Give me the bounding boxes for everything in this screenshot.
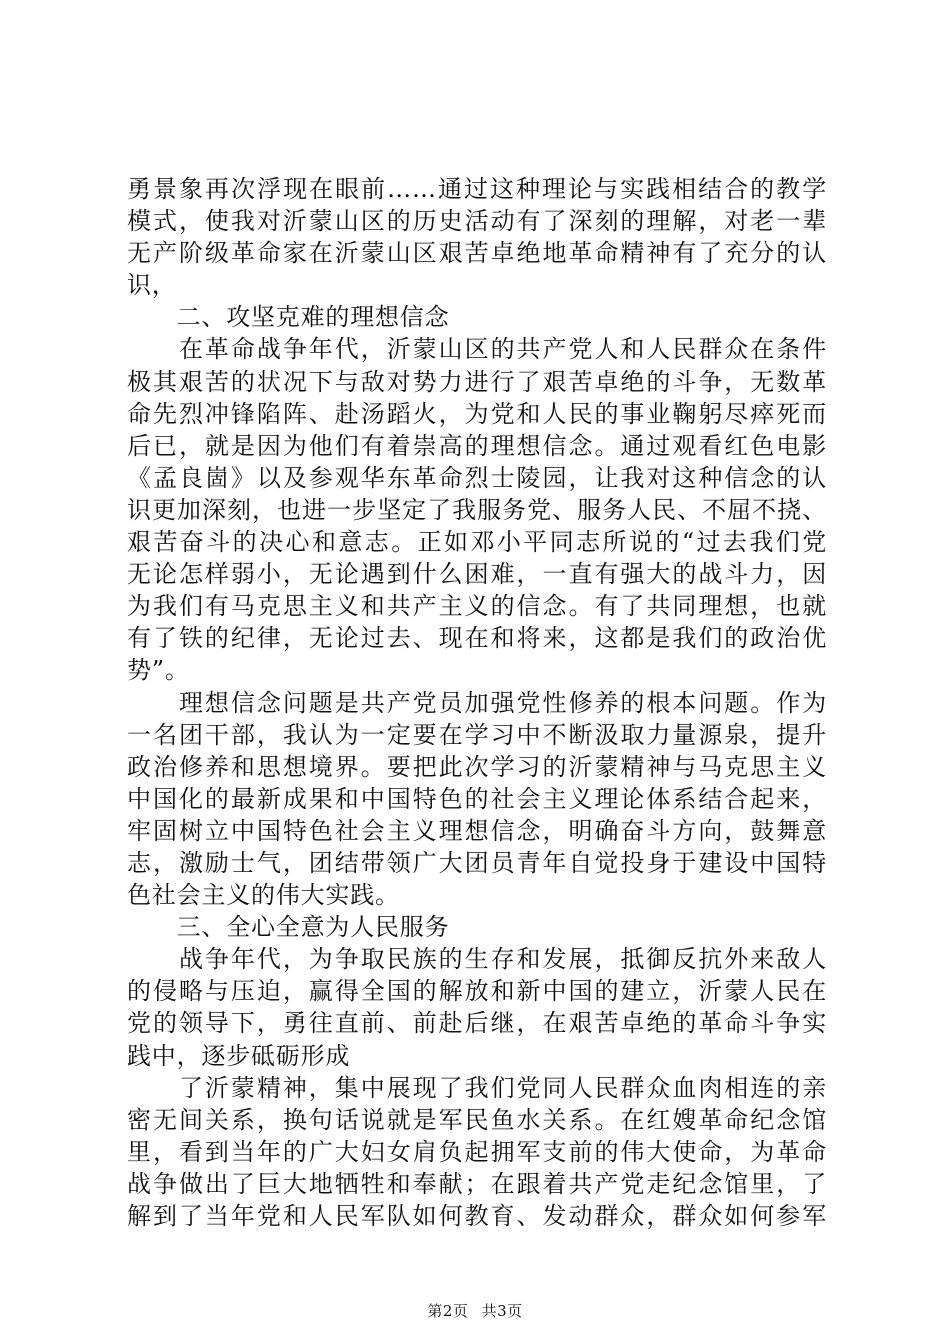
text-line: 志，激励士气，团结带领广大团员青年自觉投身于建设中国特: [127, 848, 827, 877]
text-line: 识，: [127, 271, 177, 300]
text-line: 了沂蒙精神，集中展现了我们党同人民群众血肉相连的亲: [127, 1073, 827, 1102]
text-line: 践中，逐步砥砺形成: [127, 1041, 351, 1070]
text-line: 里，看到当年的广大妇女肩负起拥军支前的伟大使命，为革命: [127, 1137, 827, 1166]
page-total: 共3页: [481, 1302, 523, 1320]
text-line: 《孟良崮》以及参观华东革命烈士陵园，让我对这种信念的认: [127, 463, 827, 492]
text-line: 无产阶级革命家在沂蒙山区艰苦卓绝地革命精神有了充分的认: [127, 239, 827, 268]
text-line: 战争做出了巨大地牺牲和奉献；在跟着共产党走纪念馆里，了: [127, 1169, 827, 1198]
text-line: 无论怎样弱小，无论遇到什么困难，一直有强大的战斗力，因: [127, 560, 827, 589]
text-line: 的侵略与压迫，赢得全国的解放和新中国的建立，沂蒙人民在: [127, 977, 827, 1006]
text-line: 模式，使我对沂蒙山区的历史活动有了深刻的理解，对老一辈: [127, 207, 827, 236]
text-line: 密无间关系，换句话说就是军民鱼水关系。在红嫂革命纪念馆: [127, 1105, 827, 1134]
text-line: 二、攻坚克难的理想信念: [127, 303, 450, 332]
text-line: 政治修养和思想境界。要把此次学习的沂蒙精神与马克思主义: [127, 752, 827, 781]
text-line: 极其艰苦的状况下与敌对势力进行了艰苦卓绝的斗争，无数革: [127, 367, 827, 396]
text-line: 三、全心全意为人民服务: [127, 913, 450, 942]
text-line: 勇景象再次浮现在眼前……通过这种理论与实践相结合的教学: [127, 175, 827, 203]
page-number: 第2页: [427, 1302, 469, 1320]
text-line: 有了铁的纪律，无论过去、现在和将来，这都是我们的政治优: [127, 624, 827, 653]
text-line: 后已，就是因为他们有着崇高的理想信念。通过观看红色电影: [127, 431, 827, 460]
text-line: 势”。: [127, 656, 190, 685]
text-line: 一名团干部，我认为一定要在学习中不断汲取力量源泉，提升: [127, 720, 827, 749]
text-line: 命先烈冲锋陷阵、赴汤蹈火，为党和人民的事业鞠躬尽瘁死而: [127, 399, 827, 428]
page-footer: [0, 1302, 950, 1320]
text-line: 识更加深刻，也进一步坚定了我服务党、服务人民、不屈不挠、: [127, 495, 827, 524]
text-line: 艰苦奋斗的决心和意志。正如邓小平同志所说的“过去我们党: [127, 528, 827, 557]
text-line: 牢固树立中国特色社会主义理想信念，明确奋斗方向，鼓舞意: [127, 816, 827, 845]
text-line: 中国化的最新成果和中国特色的社会主义理论体系结合起来，: [127, 784, 827, 813]
text-line: 党的领导下，勇往直前、前赴后继，在艰苦卓绝的革命斗争实: [127, 1009, 827, 1038]
text-line: 色社会主义的伟大实践。: [127, 881, 400, 910]
text-line: 解到了当年党和人民军队如何教育、发动群众，群众如何参军: [127, 1202, 827, 1230]
text-line: 战争年代，为争取民族的生存和发展，抵御反抗外来敌人: [127, 945, 827, 974]
document-body: [127, 173, 827, 1232]
text-line: 理想信念问题是共产党员加强党性修养的根本问题。作为: [127, 688, 827, 717]
text-line: 在革命战争年代，沂蒙山区的共产党人和人民群众在条件: [127, 335, 827, 364]
text-line: 为我们有马克思主义和共产主义的信念。有了共同理想，也就: [127, 592, 827, 621]
